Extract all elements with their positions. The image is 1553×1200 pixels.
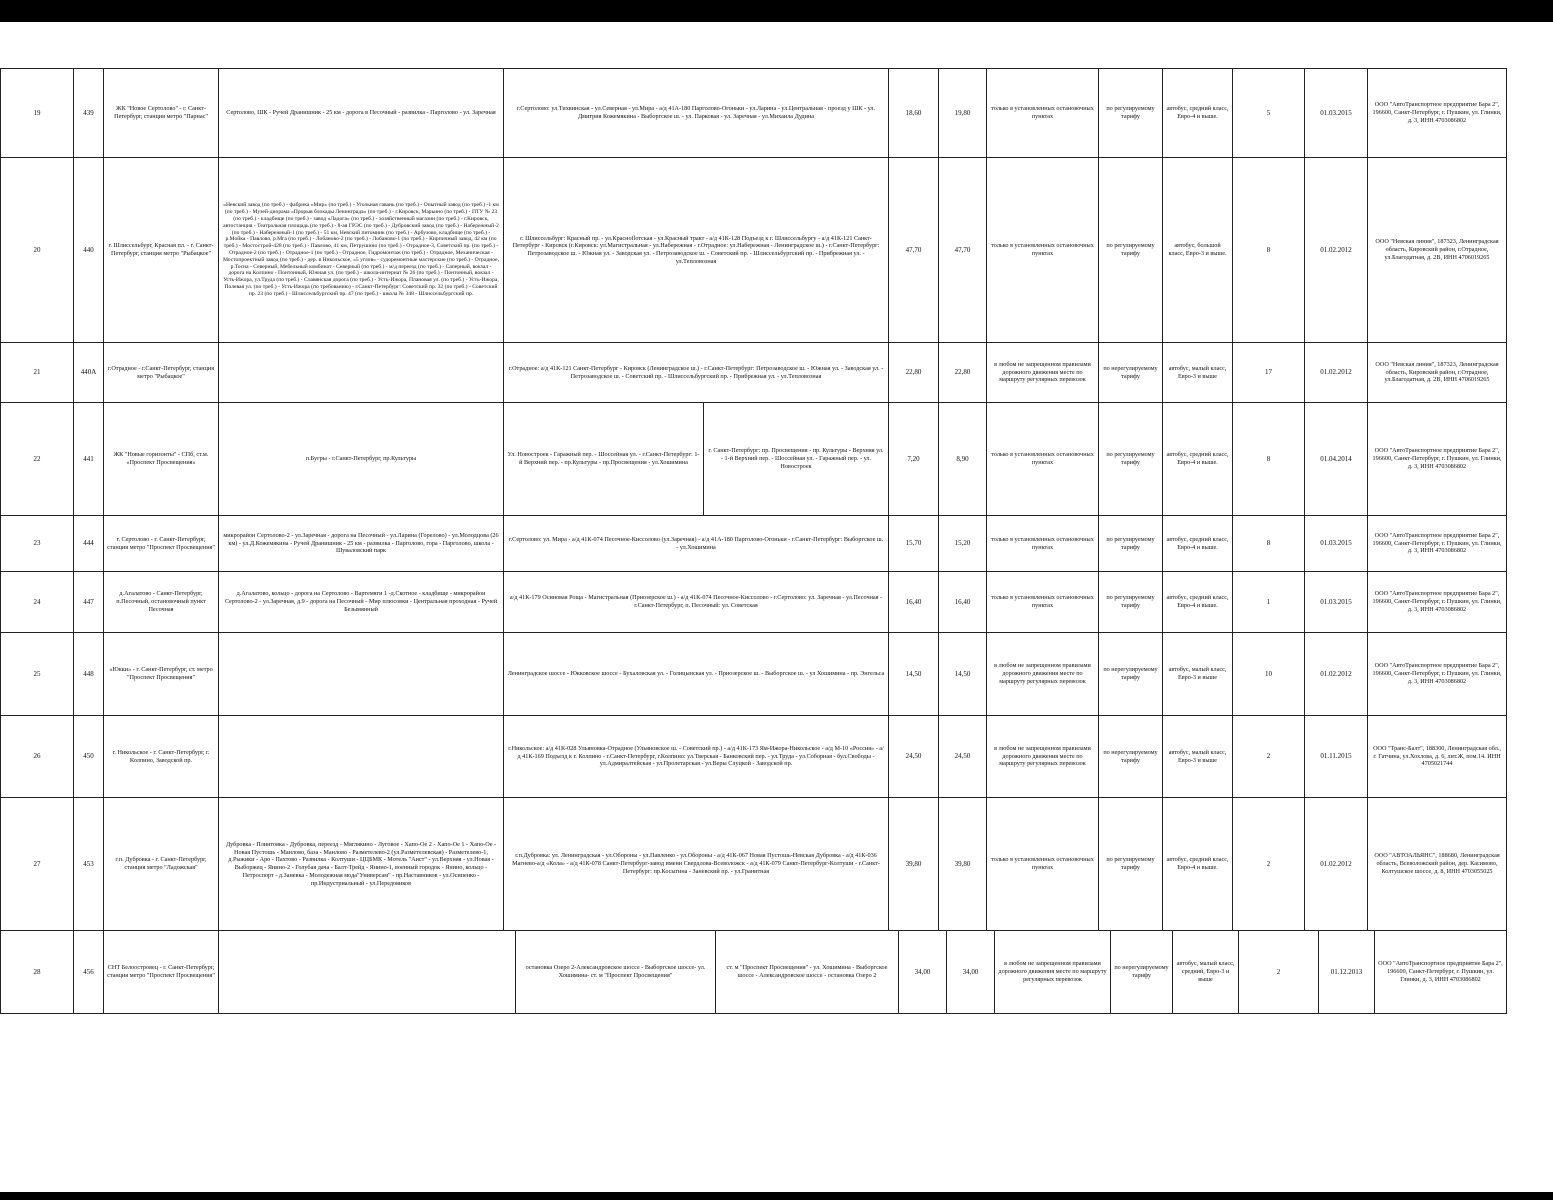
tariff: по регулируемому тарифу <box>1098 157 1162 342</box>
row-number: 20 <box>0 157 73 342</box>
vehicle-class: автобус, малый класс, Евро-3 и выше <box>1162 632 1232 715</box>
table-row <box>0 342 1553 402</box>
stop-order: в любом не запрещенном правилами дорожного движения месте по маршруту регулярных перевозок <box>994 930 1110 1013</box>
table-bottom-border <box>0 1013 1507 1014</box>
row-number: 25 <box>0 632 73 715</box>
route-number: 456 <box>73 930 103 1013</box>
route-number: 441 <box>73 402 103 515</box>
row-number: 27 <box>0 797 73 930</box>
vehicle-class: автобус, средний класс, Евро-4 и выше. <box>1162 402 1232 515</box>
route-name: г.Отрадное - г.Санкт-Петербург, станция метро "Рыбацкое" <box>103 342 218 402</box>
route-number: 444 <box>73 515 103 571</box>
route-streets-forward: Ул. Новостроек - Гаражный пер. - Шоссейная ул. - г.Санкт-Петербург: 1-й Верхний пер. - пр.Культуры - пр.Просвещения - ул.Хошимина <box>503 402 703 515</box>
vehicle-count: 2 <box>1232 797 1304 930</box>
tariff: по нерегулируемому тарифу <box>1110 930 1172 1013</box>
carrier: ООО "Невская линия", 187323, Ленинградская область, Кировский район, г.Отрадное, ул.Благодатная, д. 2В, ИНН 4706019265 <box>1367 157 1507 342</box>
tariff: по нерегулируемому тарифу <box>1098 342 1162 402</box>
length-backward: 34,00 <box>946 930 994 1013</box>
route-streets: г. Шлиссельбург: Красный пр. - ул.Красноflотская - ул.Красный тракт - а/д 41К-128 Подъезд к г. Шлиссельбургу - а/д 41К-121 Санкт-Петербург - Кировск (г.Кировск: ул.Магистральная - ул.Набережная - г.Отрадное: ул.Набережная - Ленинградское ш.) - г.Санкт-Петербург: Петрозаводское ш. - Южная ул. - Заводская ул. - Петрозаводское ш. - Советский пр. - Шлиссельбургский пр. - Прибрежная ул. - ул.Тепловозная <box>503 157 888 342</box>
tariff: по регулируемому тарифу <box>1098 402 1162 515</box>
route-name: г. Никольское - г. Санкт-Петербург, г. Колпино, Заводской пр. <box>103 715 218 797</box>
carrier: ООО "АВТОАЛЬЯНС", 188680, Ленинградская область, Всеволожский район, дер. Касимово, Колтушское шоссе, д. 8, ИНН 4703055025 <box>1367 797 1507 930</box>
scan-border-bottom <box>0 1192 1553 1200</box>
table-row <box>0 515 1553 571</box>
start-date: 01.11.2015 <box>1304 715 1367 797</box>
table-row <box>0 797 1553 930</box>
length-forward: 16,40 <box>888 571 938 632</box>
length-backward: 39,80 <box>938 797 986 930</box>
stop-order: только в установленных остановочных пунктах <box>986 157 1098 342</box>
route-name: «Юкки» - г. Санкт-Петербург, ст. метро "Проспект Просвещения" <box>103 632 218 715</box>
route-name: г.п. Дубровка - г. Санкт-Петербург, станция метро "Ладожская" <box>103 797 218 930</box>
start-date: 01.03.2015 <box>1304 571 1367 632</box>
start-date: 01.02.2012 <box>1304 342 1367 402</box>
length-backward: 22,80 <box>938 342 986 402</box>
carrier: ООО "АвтоТранспортное предприятие Бара 2", 196600, Санкт-Петербург, г. Пушкин, ул. Глинки, д. 3, ИНН 4703086802 <box>1367 632 1507 715</box>
route-number: 447 <box>73 571 103 632</box>
table-row <box>0 715 1553 797</box>
length-backward: 14,50 <box>938 632 986 715</box>
route-stops: Сертолово, ШК - Ручей Дранишник - 25 км - дорога в Песочный - развилка - Парголово - ул. Заречная <box>218 68 503 157</box>
length-backward: 8,90 <box>938 402 986 515</box>
route-number: 453 <box>73 797 103 930</box>
route-stops: п.Бугры - г.Санкт-Петербург, пр.Культуры <box>218 402 503 515</box>
length-forward: 34,00 <box>898 930 946 1013</box>
tariff: по регулируемому тарифу <box>1098 571 1162 632</box>
route-stops: микрорайон Сертолово-2 - ул.Заречная - дорога на Песочный - ул.Ларина (Горелово) - ул.Молодцова (26 км) - ул.Д.Кожемякина - Ручей Дранишник - 25 км - развилка - Парголово, гора - Парголово, школа - Шуваловский парк <box>218 515 503 571</box>
start-date: 01.02.2012 <box>1304 157 1367 342</box>
carrier: ООО "Невская линия", 187323, Ленинградская область, Кировский район, г.Отрадное, ул.Благодатная, д. 2В, ИНН 4706019265 <box>1367 342 1507 402</box>
route-name: г. Сертолово - г. Санкт-Петербург, станция метро "Проспект Просвещения" <box>103 515 218 571</box>
length-forward: 15,70 <box>888 515 938 571</box>
row-number: 19 <box>0 68 73 157</box>
length-backward: 15,20 <box>938 515 986 571</box>
start-date: 01.02.2012 <box>1304 632 1367 715</box>
row-number: 22 <box>0 402 73 515</box>
stop-order: в любом не запрещенном правилами дорожного движения месте по маршруту регулярных перевозок <box>986 715 1098 797</box>
row-number: 21 <box>0 342 73 402</box>
table-row <box>0 68 1553 157</box>
vehicle-class: автобус, средний класс, Евро-4 и выше. <box>1162 571 1232 632</box>
length-forward: 14,50 <box>888 632 938 715</box>
route-streets: г.Сертолово: ул. Мира - а/д 41К-074 Песочное-Киссолово (ул.Заречная) - а/д 41А-180 Парголово-Огоньки - г.Санкт-Петербург: Выборгское ш. - ул.Хошимина <box>503 515 888 571</box>
route-stops <box>218 632 503 715</box>
length-backward: 47,70 <box>938 157 986 342</box>
carrier: ООО "АвтоТранспортное предприятие Бара 2", 196600, Санкт-Петербург, г. Пушкин, ул. Глинки, д. 3, ИНН 4703086802 <box>1367 515 1507 571</box>
carrier: ООО "АвтоТранспортное предприятие Бара 2", 196600, Санкт-Петербург, г. Пушкин, ул. Глинки, д. 3, ИНН 4703086802 <box>1367 571 1507 632</box>
stop-order: только в установленных остановочных пунктах <box>986 797 1098 930</box>
start-date: 01.03.2015 <box>1304 515 1367 571</box>
stop-order: только в установленных остановочных пунктах <box>986 402 1098 515</box>
vehicle-class: автобус, малый класс, Евро-3 и выше <box>1162 715 1232 797</box>
vehicle-count: 2 <box>1232 715 1304 797</box>
vehicle-class: автобус, средний класс, Евро-4 и выше. <box>1162 797 1232 930</box>
tariff: по регулируемому тарифу <box>1098 515 1162 571</box>
route-stops: «Невский завод (по треб.) - фабрика «Мир» (по треб.) - Угольная гавань (по треб.) - Опытный завод (по треб.) -1 км (по треб.) - Музей-диорама «Прорыв блокады Ленинграда» (по треб.) - г.Кировск, Марьино (по треб.) - ПТУ № 23 (по треб.) - кладбище (по треб.) - завод «Ладога» (по треб.) - хозяйственный магазин (по треб.) - г.Кировск, автостанция - Театральная площадь (по треб.) - 8-ая ГРЭС (по треб.) - Дубровский завод (по треб.) - Набережный-2 (по треб.) - Набережный-1 (по треб.) - 51 км, Невский питомник (по треб.) - Арбузово, кладбище (по треб.) - р.Мойка - Павлово, р.Мга (по треб.) - Лобаново-2 (по треб.) - Лобаново-1 (по треб.) - Кирпичный завод, 42 км (по треб.) - Мостострой-428 (по треб.) - Павлово, 41 км, Петрушино (по треб.) - Отрадное-3, Советский пр. (по треб.) - Отрадное-2 (по треб.) - Отрадное-1 (по треб.) - Отрадное, Гидромонтаж (по треб.) - Отрадное, Механическая - Мостопроектный завод (по треб.) - дер. в Никольское, «5 углов» - судоремонтные мастерские (по треб.) - Отрадное, р.Тосна - Северный, Мебельный комбинат - Северный (по треб.) - м/д переезд (по треб.) - Саперный, вокзал - дорога на Колпино - Понтонный, Южная ул. (по треб.) - школа-интернат № 26 (по треб.) - Понтонный, вокзал - Усть-Ижора, ул.Труда (по треб.) - Славянская дорога (по треб.) - Усть-Ижора, Плановая ул. (по треб.) - Усть-Ижора, Полевая ул. (по треб.) - Усть-Ижора (по требованию) - г.Санкт-Петербург: Советский пр. 32 (по треб.) - Советский пр. 23 (по треб.) - Шлиссельбургский пр. 47 (по треб.) - школа № 348 - Шлиссельбургский пр. <box>218 157 503 342</box>
carrier: ООО "АвтоТранспортное предприятие Бара 2", 196600, Санкт-Петербург, г. Пушкин, ул. Глинки, д. 3, ИНН 4703086802 <box>1367 402 1507 515</box>
length-forward: 47,70 <box>888 157 938 342</box>
length-forward: 22,80 <box>888 342 938 402</box>
route-stops <box>218 342 503 402</box>
vehicle-count: 8 <box>1232 157 1304 342</box>
stop-order: только в установленных остановочных пунктах <box>986 68 1098 157</box>
length-backward: 24,50 <box>938 715 986 797</box>
row-number: 24 <box>0 571 73 632</box>
route-streets-backward: г. Санкт-Петербург: пр. Просвещения - пр. Культуры - Верхняя ул. - 1-й Верхний пер. - Шоссейная ул. - Гаражный пер. - ул. Новостроек <box>703 402 888 515</box>
vehicle-class: автобус, малый класс, Евро-3 и выше <box>1162 342 1232 402</box>
carrier: ООО "АвтоТранспортное предприятие Бара 2", 196600, Санкт-Петербург, г. Пушкин, ул. Глинки, д. 3, ИНН 4703086802 <box>1367 68 1507 157</box>
vehicle-count: 8 <box>1232 402 1304 515</box>
vehicle-count: 2 <box>1238 930 1318 1013</box>
carrier: ООО "АвтоТранспортное предприятие Бара 2", 196600, Санкт-Петербург, г. Пушкин, ул. Глинки, д. 3, ИНН 4703086802 <box>1374 930 1507 1013</box>
start-date: 01.04.2014 <box>1304 402 1367 515</box>
length-forward: 18,60 <box>888 68 938 157</box>
vehicle-class: автобус, малый класс, средний, Евро-3 и выше <box>1172 930 1238 1013</box>
tariff: по регулируемому тарифу <box>1098 68 1162 157</box>
vehicle-class: автобус, средний класс, Евро-4 и выше. <box>1162 515 1232 571</box>
vehicle-class: автобус, средний класс, Евро-4 и выше. <box>1162 68 1232 157</box>
vehicle-count: 17 <box>1232 342 1304 402</box>
length-forward: 7,20 <box>888 402 938 515</box>
route-streets: г.Никольское: а/д 41К-028 Ульяновка-Отрадное (Ульяновское ш. - Советский пр.) - а/д 41К-173 Ям-Ижора-Никольское - а/д М-10 «Россия» - а/д 41К-169 Подъезд к г. Колпино - г.Санкт-Петербург, г.Колпино: ул.Тверская - Банковский пер. - ул.Труда - ул.Соборная - бул.Свободы - ул.Адмиралтейская - ул.Пролетарская - ул.Веры Слуцкой - Заводской пр. <box>503 715 888 797</box>
route-name: СНТ Белоостровец - г. Санкт-Петербург, станция метро "Проспект Просвещения" <box>103 930 218 1013</box>
route-name: г. Шлиссельбург, Красная пл. - г. Санкт-Петербург, станция метро "Рыбацкое" <box>103 157 218 342</box>
route-name: ЖК "Новые горизонты" - СПб, ст.м. «Проспект Просвещения» <box>103 402 218 515</box>
table-row <box>0 571 1553 632</box>
vehicle-count: 8 <box>1232 515 1304 571</box>
route-streets: г.Отрадное: а/д 41К-121 Санкт-Петербург - Кировск (Ленинградское ш.) - г.Санкт-Петербург: Петрозаводское ш. - Южная ул. - Заводская ул. - Петрозаводское ш. - Советский пр. - Шлиссельбургский пр. - Прибрежная ул. - ул.Тепловозная <box>503 342 888 402</box>
table-row <box>0 402 1553 515</box>
vehicle-class: автобус, большой класс, Евро-3 и выше. <box>1162 157 1232 342</box>
route-stops <box>218 715 503 797</box>
stop-order: в любом не запрещенном правилами дорожного движения месте по маршруту регулярных перевозок <box>986 632 1098 715</box>
row-number: 23 <box>0 515 73 571</box>
route-streets: Ленинградское шоссе - Юкковское шоссе - Бухаловская ул. - Голицынская ул. - Приозерское ш. - Выборгское ш. - ул Хошимина - пр. Энгельса <box>503 632 888 715</box>
route-streets: г.п.Дубровка: ул. Ленинградская - ул.Обороны - ул.Павленко - ул.Обороны - а/д 41К-067 Новая Пустошь-Невская Дубровка - а/д 41К-036 Магнево-а/д «Кола» - а/д 41К-078 Санкт-Петербург-завод имени Свердлова-Всеволожск - а/д 41К-079 Санкт-Петербург-Колтуши - г.Санкт-Петербург: пр.Косыгина - Заневский пр. - ул.Гранитная <box>503 797 888 930</box>
route-number: 439 <box>73 68 103 157</box>
stop-order: только в установленных остановочных пунктах <box>986 571 1098 632</box>
carrier: ООО "Транс-Балт", 188300, Ленинградская обл., г. Гатчина, ул.Хохлова, д. 6, лит.Ж, пом.14. ИНН 4705021744 <box>1367 715 1507 797</box>
row-number: 26 <box>0 715 73 797</box>
route-name: ЖК "Новое Сертолово" - г. Санкт-Петербург, станция метро "Парнас" <box>103 68 218 157</box>
route-stops <box>218 930 515 1013</box>
stop-order: только в установленных остановочных пунктах <box>986 515 1098 571</box>
route-number: 448 <box>73 632 103 715</box>
table-row <box>0 632 1553 715</box>
table-row <box>0 930 1553 1013</box>
route-stops: д.Агалатово, кольцо - дорога на Сертолово - Вартемяги 1 -д.Скотное - кладбище - микрорайон Сертолово-2 - ул.Заречная, д.9 - дорога на Песочный - Мир плюсовки - Центральная проходная - Ручей Безымянный <box>218 571 503 632</box>
tariff: по нерегулируемому тарифу <box>1098 715 1162 797</box>
length-forward: 39,80 <box>888 797 938 930</box>
tariff: по нерегулируемому тарифу <box>1098 632 1162 715</box>
start-date: 01.02.2012 <box>1304 797 1367 930</box>
route-streets-backward: ст. м "Проспект Просвещения" - ул. Хошимина - Выборгское шоссе - Александровское шоссе - остановка Озеро 2 <box>715 930 898 1013</box>
length-backward: 19,80 <box>938 68 986 157</box>
vehicle-count: 5 <box>1232 68 1304 157</box>
route-name: д.Агалатово - Санкт-Петербург, п.Песочный, остановочный пункт Песочная <box>103 571 218 632</box>
route-streets: а/д 41К-179 Осиновая Роща - Магистральная (Приозерское ш.) - а/д 41К-074 Песочное-Киссолово - г.Сертолово: ул. Заречная - ул.Песочная - г.Санкт-Петербург, п. Песочный: ул. Советская <box>503 571 888 632</box>
route-streets-forward: остановка Озеро 2-Александровское шоссе - Выборгское шоссе- ул. Хошимина- ст. м "Проспект Просвещения" <box>515 930 715 1013</box>
route-stops: Дубровка - Плинтовка - Дубровка, переезд - Мяглякино - Луговое - Хапо-Ое 2 - Хапо-Ое 1 - Хапо-Ое - Новая Пустошь - Манлово, база - Манлово - Разметелево-2 (ул.Разметелевская) - Разметелево-1, д.Рыжики - Аро - Пахтово - Развилка - Колтуши - ЦЦБМК - Мотель "Аист" - ул.Верхняя - ул.Новая - Выборжец - Янино-2 - Голубая дача - Балт-Трейд - Янино-1, военный городок - Янино, кольцо - Петроспорт - д.Заневка - Молодежная мода"Универсам" - пр.Наставников - ул.Осипенко - пр.Индустриальный - ул.Передовиков <box>218 797 503 930</box>
route-number: 440 <box>73 157 103 342</box>
start-date: 01.03.2015 <box>1304 68 1367 157</box>
route-streets: г.Сертолово: ул.Тихвинская - ул.Северная - ул.Мира - а/д 41А-180 Парголово-Огоньки - ул.Ларина - ул.Центральная - проезд у ШК - ул. Дмитрия Кожемякина - Выборгское ш. - ул. Парковая - ул. Заречная - ул.Михаила Дудина <box>503 68 888 157</box>
vehicle-count: 1 <box>1232 571 1304 632</box>
length-backward: 16,40 <box>938 571 986 632</box>
table-row <box>0 157 1553 342</box>
route-number: 450 <box>73 715 103 797</box>
route-number: 440А <box>73 342 103 402</box>
vehicle-count: 10 <box>1232 632 1304 715</box>
stop-order: в любом не запрещенном правилами дорожного движения месте по маршруту регулярных перевозок <box>986 342 1098 402</box>
row-number: 28 <box>0 930 73 1013</box>
length-forward: 24,50 <box>888 715 938 797</box>
start-date: 01.12.2013 <box>1318 930 1374 1013</box>
tariff: по регулируемому тарифу <box>1098 797 1162 930</box>
